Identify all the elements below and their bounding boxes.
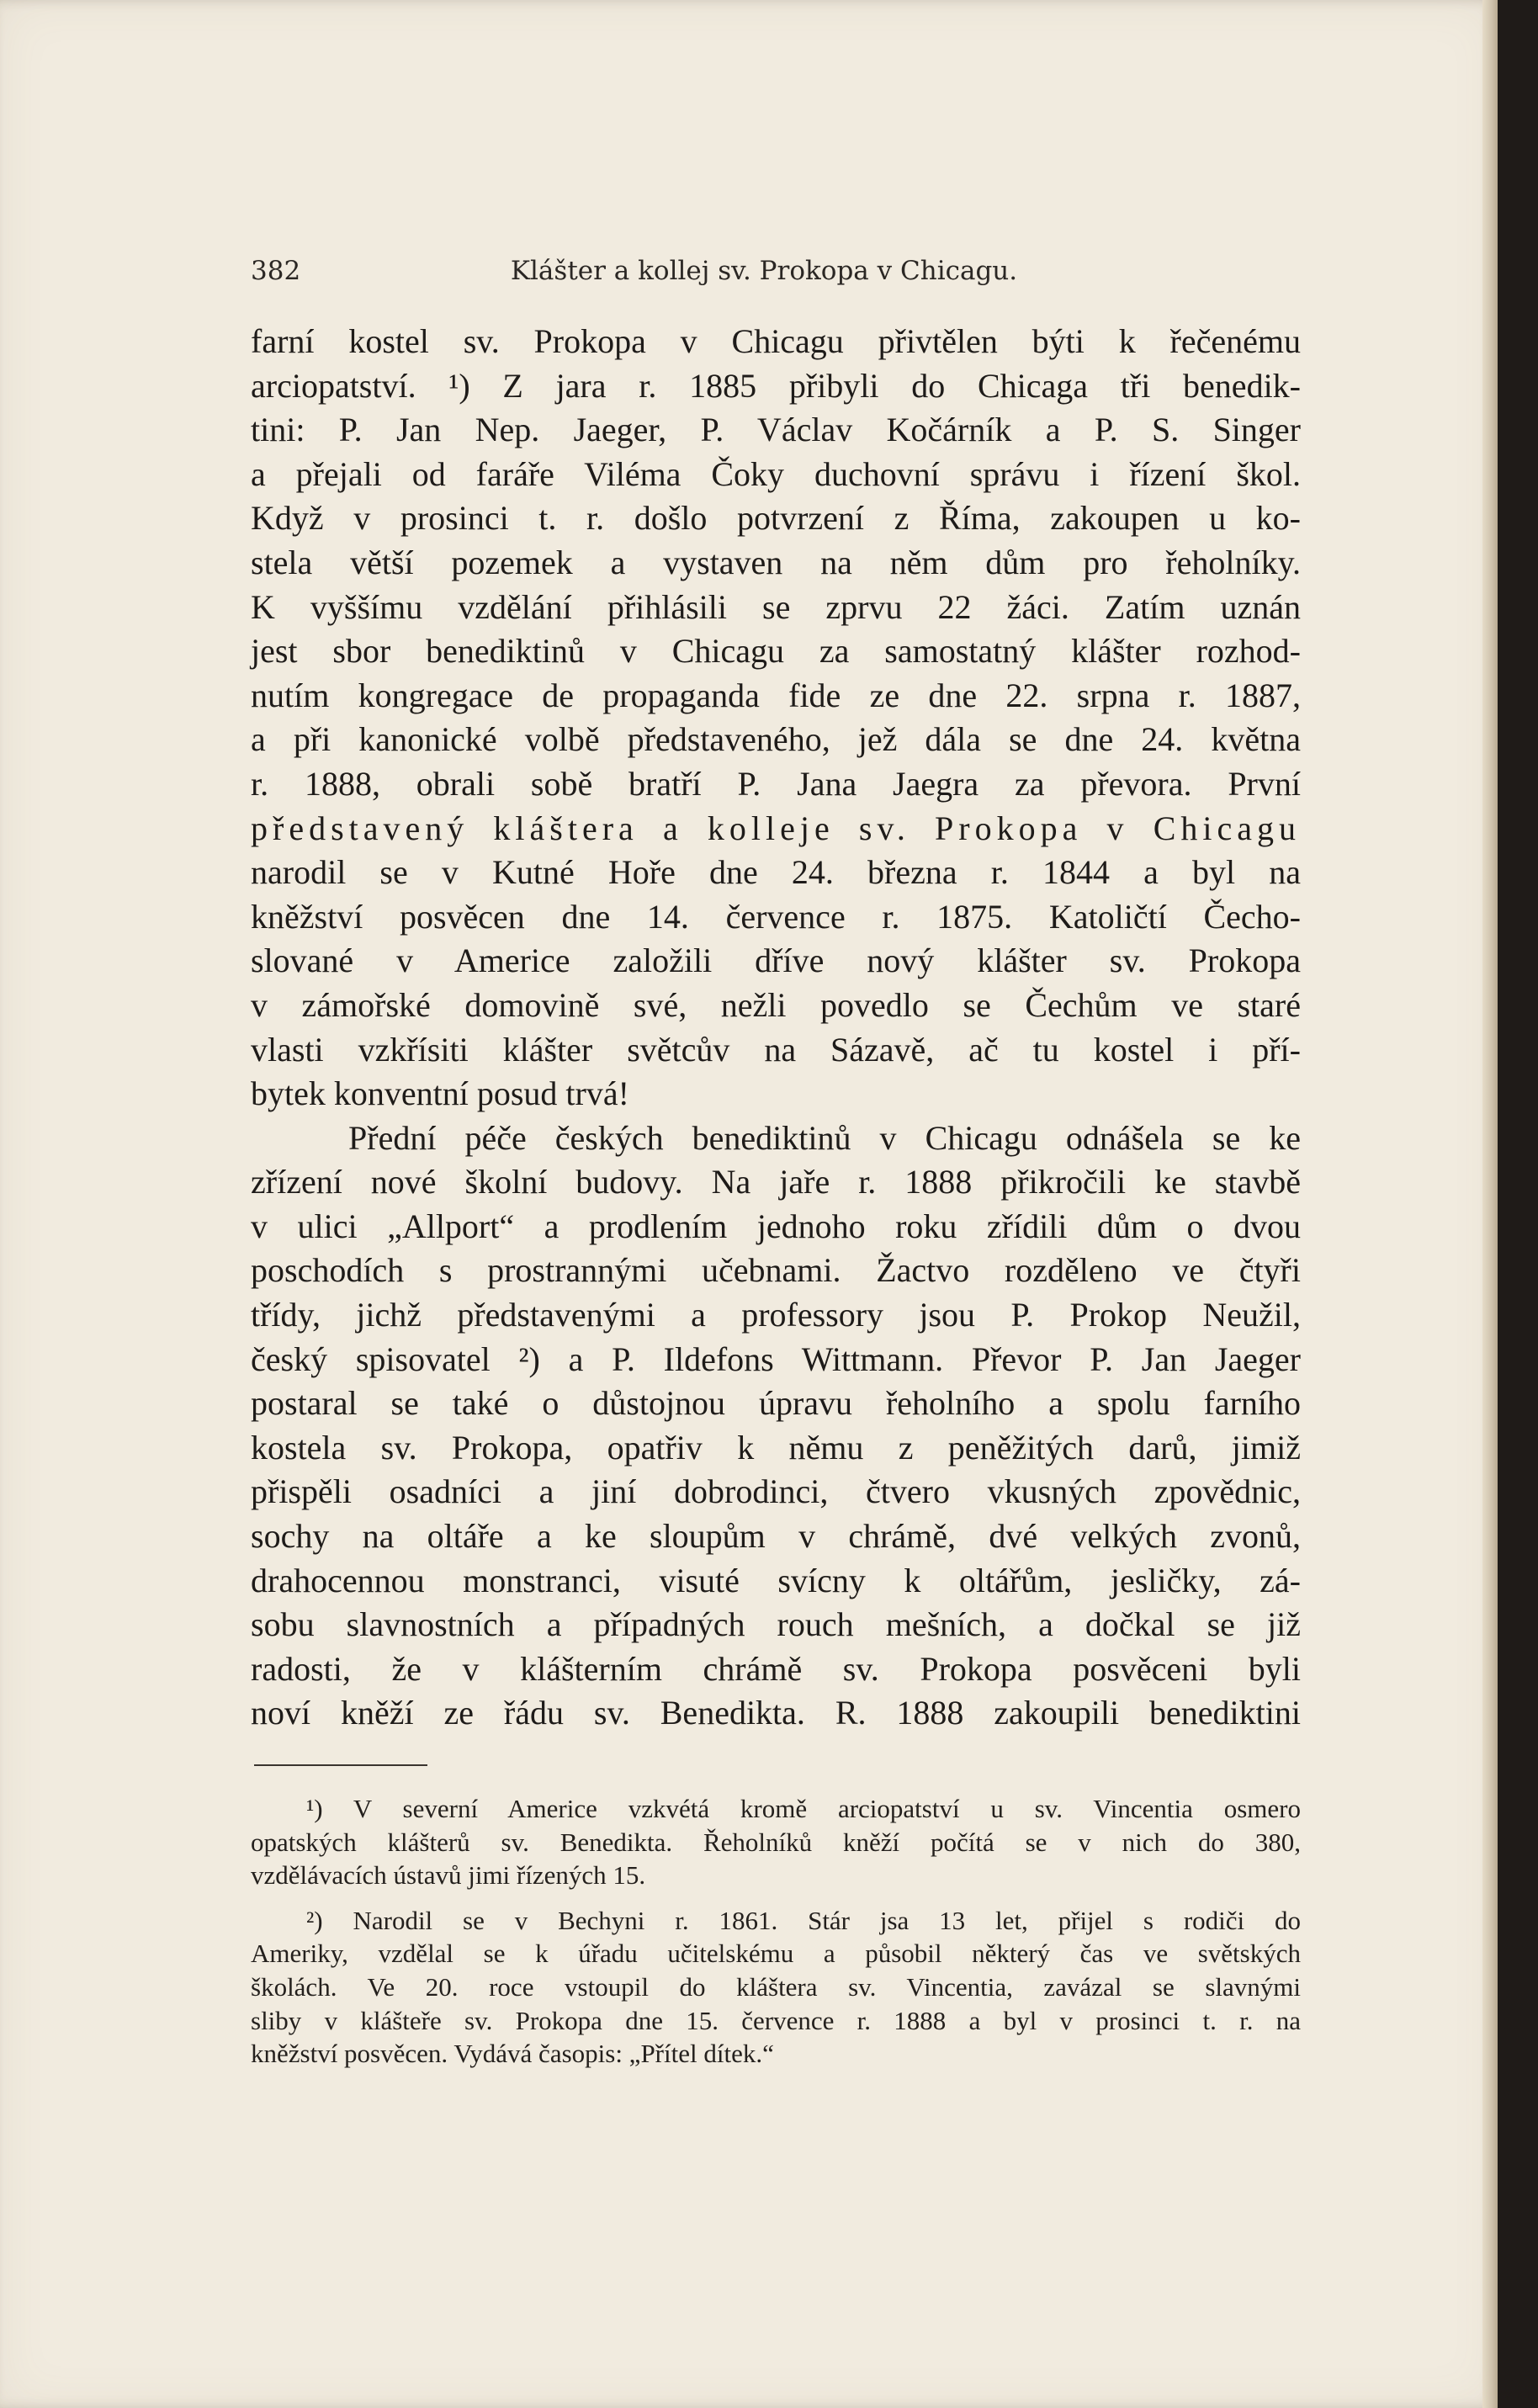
footnote-2 <box>251 1904 1301 2071</box>
text-line: slované v Americe založili dříve nový klášter sv. Prokopa <box>251 941 1301 980</box>
footnote-line: vzdělávacích ústavů jimi řízených 15. <box>251 1860 646 1891</box>
text-line: vlasti vzkřísiti klášter světcův na Sázavě, ač tu kostel i pří- <box>251 1030 1301 1069</box>
text-line: přispěli osadníci a jiní dobrodinci, čtvero vkusných zpovědnic, <box>251 1472 1301 1511</box>
text-line: zřízení nové školní budovy. Na jaře r. 1888 přikročili ke stavbě <box>251 1163 1301 1201</box>
text-line: K vyššímu vzdělání přihlásili se zprvu 22 žáci. Zatím uznán <box>251 587 1301 626</box>
text-line: sobu slavnostních a případných rouch mešních, a dočkal se již <box>251 1605 1301 1644</box>
footnote-line: opatských klášterů sv. Benedikta. Řeholníků kněží počítá se v nich do 380, <box>251 1827 1301 1857</box>
running-title: Klášter a kollej sv. Prokopa v Chicagu. <box>510 256 1018 286</box>
text-line: farní kostel sv. Prokopa v Chicagu přivtělen býti k řečenému <box>251 322 1301 360</box>
text-line: bytek konventní posud trvá! <box>251 1074 629 1113</box>
text-line: nutím kongregace de propaganda fide ze dne 22. srpna r. 1887, <box>251 676 1301 714</box>
text-line: jest sbor benediktinů v Chicagu za samostatný klášter rozhod- <box>251 632 1301 671</box>
page-header <box>251 256 1301 298</box>
text-line: kněžství posvěcen dne 14. července r. 1875. Katoličtí Čecho- <box>251 897 1301 936</box>
text-line: Když v prosinci t. r. došlo potvrzení z Říma, zakoupen u ko- <box>251 499 1301 538</box>
text-line: poschodích s prostrannými učebnami. Žactvo rozděleno ve čtyři <box>251 1251 1301 1290</box>
text-line: sochy na oltáře a ke sloupům v chrámě, dvé velkých zvonů, <box>251 1517 1301 1556</box>
text-line: představený kláštera a kolleje sv. Prokopa v Chicagu <box>251 809 1301 847</box>
page-gutter <box>1482 0 1498 2408</box>
footnote-line: sliby v klášteře sv. Prokopa dne 15. července r. 1888 a byl v prosinci t. r. na <box>251 2005 1301 2035</box>
text-line: a přejali od faráře Viléma Čoky duchovní správu i řízení škol. <box>251 454 1301 493</box>
footnote-divider <box>254 1764 427 1766</box>
footnote-line: školách. Ve 20. roce vstoupil do kláštera sv. Vincentia, zavázal se slavnými <box>251 1971 1301 2002</box>
text-line: noví kněží ze řádu sv. Benedikta. R. 1888 zakoupili benediktini <box>251 1694 1301 1732</box>
text-line: v zámořské domovině své, nežli povedlo se Čechům ve staré <box>251 985 1301 1024</box>
text-line: a při kanonické volbě představeného, jež dála se dne 24. května <box>251 720 1301 759</box>
footnote-line: ²) Narodil se v Bechyni r. 1861. Stár jsa 13 let, přijel s rodiči do <box>306 1905 1301 1935</box>
text-line: arciopatství. ¹) Z jara r. 1885 přibyli do Chicaga tři benedik- <box>251 366 1301 405</box>
text-line: postaral se také o důstojnou úpravu řeholního a spolu farního <box>251 1384 1301 1423</box>
footnote-line: ¹) V severní Americe vzkvétá kromě arciopatství u sv. Vincentia osmero <box>306 1794 1301 1823</box>
footnote-line: Ameriky, vzdělal se k úřadu učitelskému a působil některý čas ve světských <box>251 1939 1301 1969</box>
main-text <box>251 320 1301 1736</box>
text-line: Přední péče českých benediktinů v Chicagu odnášela se ke <box>348 1118 1301 1157</box>
footnote-1 <box>251 1792 1301 1892</box>
text-line: r. 1888, obrali sobě bratří P. Jana Jaegra za převora. První <box>251 764 1301 803</box>
text-line: třídy, jichž představenými a professory jsou P. Prokop Neužil, <box>251 1296 1301 1334</box>
text-line: radosti, že v klášterním chrámě sv. Prokopa posvěceni byli <box>251 1649 1301 1688</box>
text-line: narodil se v Kutné Hoře dne 24. března r. 1844 a byl na <box>251 853 1301 892</box>
book-spine <box>1498 0 1538 2408</box>
text-line: český spisovatel ²) a P. Ildefons Wittmann. Převor P. Jan Jaeger <box>251 1339 1301 1378</box>
text-line: stela větší pozemek a vystaven na něm dům pro řeholníky. <box>251 543 1301 581</box>
text-line: drahocennou monstranci, visuté svícny k oltářům, jesličky, zá- <box>251 1561 1301 1599</box>
page-number: 382 <box>251 256 301 286</box>
text-line: tini: P. Jan Nep. Jaeger, P. Václav Kočárník a P. S. Singer <box>251 411 1301 449</box>
text-line: kostela sv. Prokopa, opatřiv k němu z peněžitých darů, jimiž <box>251 1428 1301 1467</box>
footnotes <box>251 1792 1301 2071</box>
footnote-line: kněžství posvěcen. Vydává časopis: „Přítel dítek.“ <box>251 2039 774 2069</box>
text-line: v ulici „Allport“ a prodlením jednoho roku zřídili dům o dvou <box>251 1207 1301 1245</box>
